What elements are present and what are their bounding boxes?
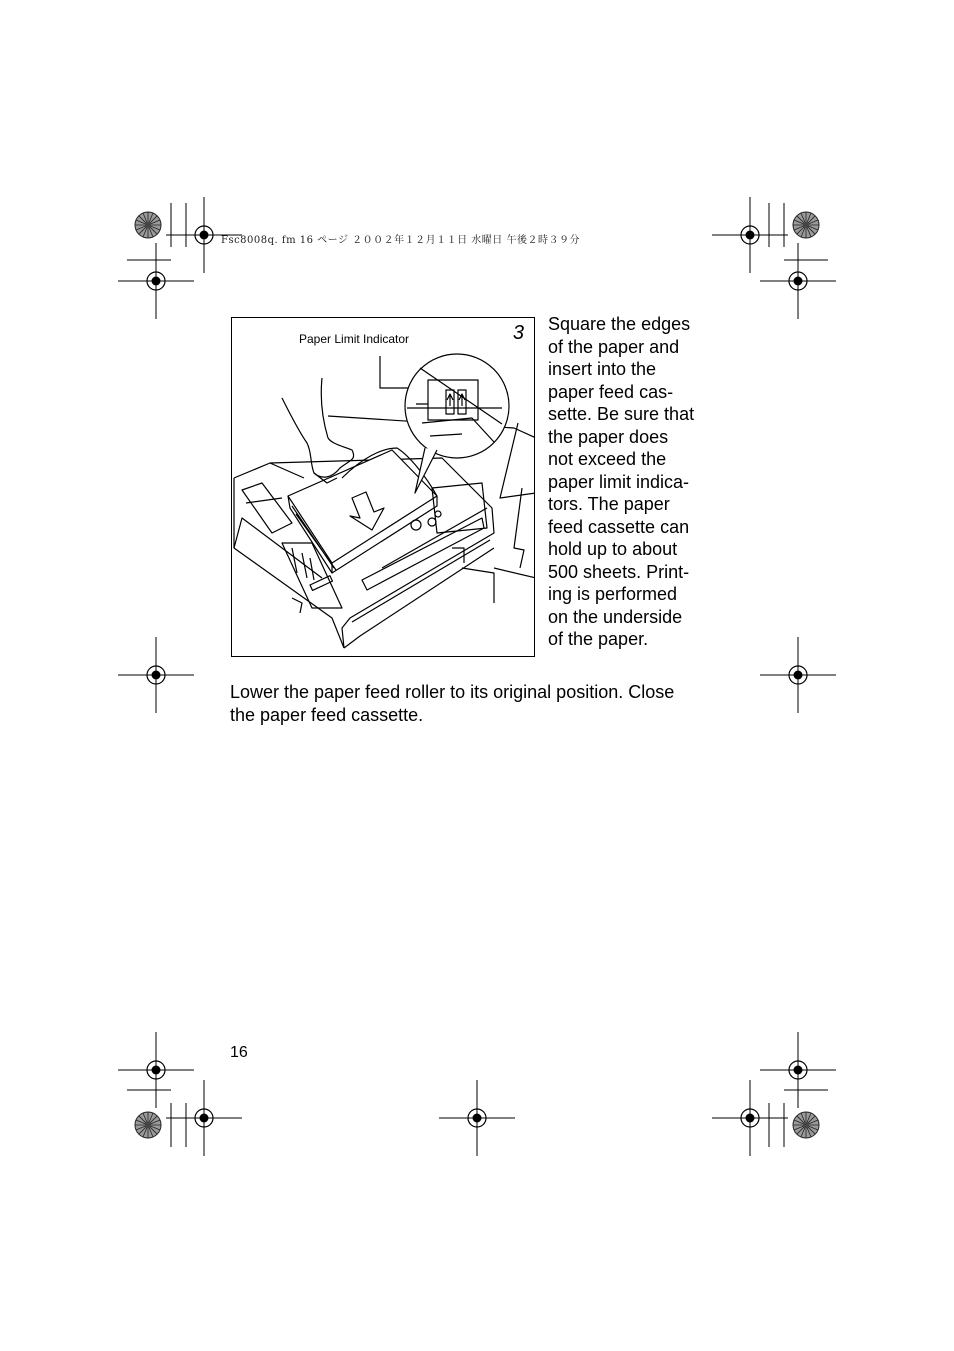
step-description xyxy=(548,313,704,651)
rosette-top-right xyxy=(793,212,819,238)
file-slug: Fsc8008q. fm 16 ページ ２００２年１２月１１日 水曜日 午後２時３９分 xyxy=(221,235,580,246)
crosshair-left-lower xyxy=(118,1032,194,1108)
step-number: 3 xyxy=(512,322,524,344)
closing-instruction xyxy=(230,681,710,727)
step-description-line: the paper does xyxy=(548,426,669,447)
crosshair-bottom-center xyxy=(439,1080,515,1156)
step-description-line: on the underside xyxy=(548,606,683,627)
step-description-line: ing is performed xyxy=(548,584,678,604)
rosette-bottom-left xyxy=(135,1112,161,1138)
crosshair-top-right xyxy=(712,197,788,273)
crosshair-bottom-left xyxy=(166,1080,242,1156)
page-number: 16 xyxy=(230,1044,248,1061)
cassette-illustration xyxy=(232,318,535,657)
crosshair-right-middle xyxy=(760,637,836,713)
closing-instruction-line: Lower the paper feed roller to its original position. Close xyxy=(230,682,675,702)
paper-limit-indicator-label: Paper Limit Indicator xyxy=(299,332,410,346)
crosshair-right-upper xyxy=(760,243,836,319)
crosshair-left-middle xyxy=(118,637,194,713)
step-description-line: paper limit indica- xyxy=(548,471,690,492)
step-description-line: tors. The paper xyxy=(548,494,670,514)
step-description-line: sette. Be sure that xyxy=(548,404,695,424)
closing-instruction-line: the paper feed cassette. xyxy=(230,705,424,725)
step-description-line: feed cassette can xyxy=(548,516,690,537)
crosshair-right-lower xyxy=(760,1032,836,1108)
step-description-line: of the paper and xyxy=(548,336,680,357)
crosshair-left-upper xyxy=(118,243,194,319)
rosette-top-left xyxy=(135,212,161,238)
step-description-line: insert into the xyxy=(548,359,657,379)
step-description-line: Square the edges xyxy=(548,314,691,334)
figure-paper-cassette xyxy=(231,317,535,657)
step-description-line: of the paper. xyxy=(548,629,649,649)
crosshair-bottom-right xyxy=(712,1080,788,1156)
step-description-line: paper feed cas- xyxy=(548,381,674,402)
step-description-line: hold up to about xyxy=(548,539,678,559)
step-description-line: not exceed the xyxy=(548,449,667,469)
rosette-bottom-right xyxy=(793,1112,819,1138)
step-description-line: 500 sheets. Print- xyxy=(548,561,690,582)
